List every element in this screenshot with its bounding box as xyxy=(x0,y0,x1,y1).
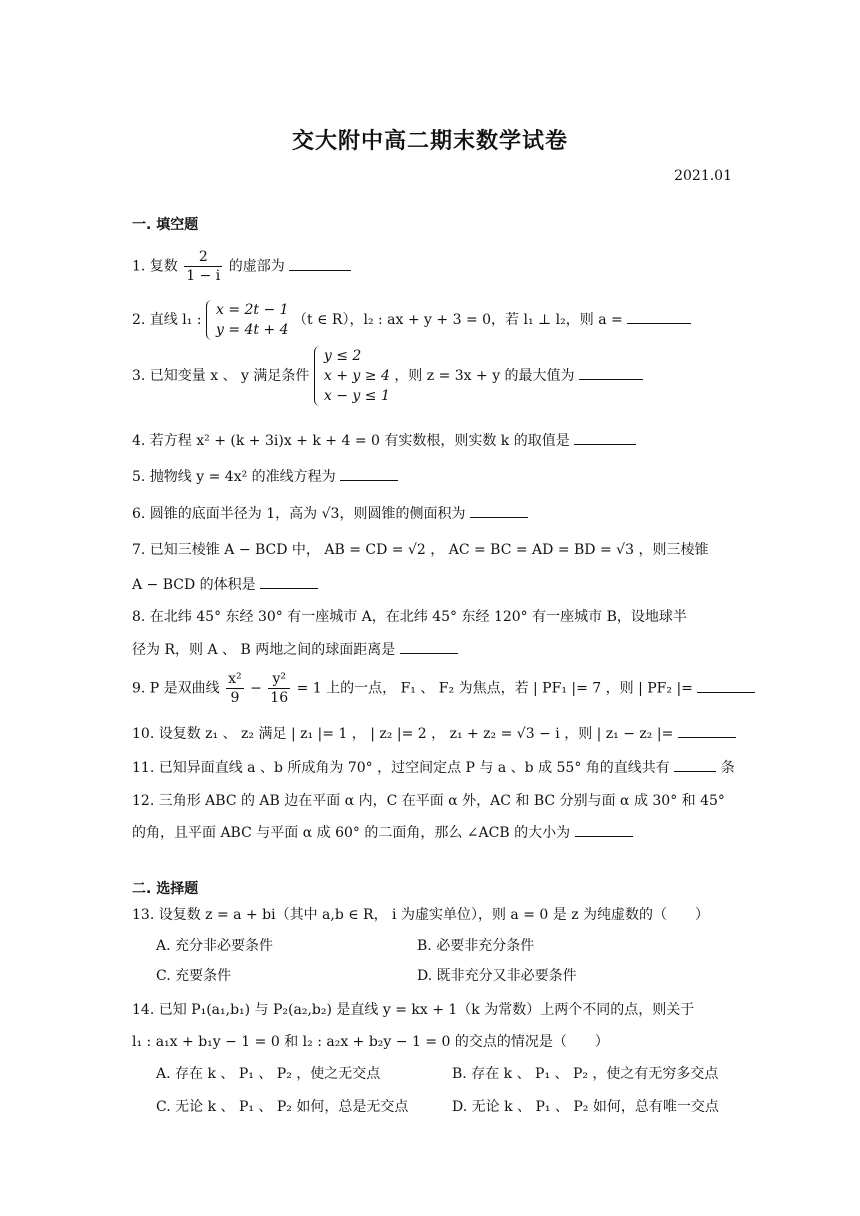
q14-option-d[interactable]: D. 无论 k 、 P₁ 、 P₂ 如何，总有唯一交点 xyxy=(452,1099,719,1115)
question-5 xyxy=(132,466,730,487)
exam-date: 2021.01 xyxy=(674,168,732,184)
q3-inequality-system xyxy=(314,346,390,406)
q11-suffix: 条 xyxy=(720,760,735,776)
answer-blank[interactable] xyxy=(260,574,318,589)
section-fill-title: 一. 填空题 xyxy=(132,217,199,233)
section-choice-title: 二. 选择题 xyxy=(132,881,199,897)
q2-equation-system xyxy=(206,300,289,340)
q3-inequality-row: x + y ≥ 4 xyxy=(323,368,390,384)
q9-denominator: 9 xyxy=(230,690,240,706)
answer-blank[interactable] xyxy=(697,678,755,693)
question-4 xyxy=(132,430,730,451)
answer-blank[interactable] xyxy=(574,430,636,445)
question-11 xyxy=(132,757,735,778)
q14-option-c[interactable]: C. 无论 k 、 P₁ 、 P₂ 如何，总是无交点 xyxy=(156,1099,409,1115)
question-8-cont xyxy=(132,639,730,660)
q14-stem-line2: l₁ : a₁x + b₁y − 1 = 0 和 l₂ : a₂x + b₂y − 1 = 0 的交点的情况是（ ） xyxy=(132,1034,609,1050)
q4-text: 4. 若方程 x² + (k + 3i)x + k + 4 = 0 有实数根，则实数 k 的取值是 xyxy=(132,433,570,449)
q9-fraction-y xyxy=(268,670,290,707)
question-7-cont xyxy=(132,574,730,595)
q14-option-a[interactable]: A. 存在 k 、 P₁ 、 P₂ ，使之无交点 xyxy=(156,1066,381,1082)
answer-blank[interactable] xyxy=(678,723,736,738)
answer-blank[interactable] xyxy=(470,503,528,518)
q2-prefix: 2. 直线 l₁ : xyxy=(132,312,202,328)
page-title: 交大附中高二期末数学试卷 xyxy=(291,129,568,154)
question-3 xyxy=(132,346,730,406)
q1-suffix: 的虚部为 xyxy=(228,258,285,275)
q13-option-b[interactable]: B. 必要非充分条件 xyxy=(417,938,535,954)
answer-blank[interactable] xyxy=(340,466,398,481)
answer-blank[interactable] xyxy=(289,256,351,271)
q8-text-line1: 8. 在北纬 45° 东经 30° 有一座城市 A，在北纬 45° 东经 120° 有一座城市 B，设地球半 xyxy=(132,609,687,625)
q2-equation-row: x = 2t − 1 xyxy=(215,302,289,318)
q9-suffix: = 1 上的一点， F₁ 、 F₂ 为焦点，若 | PF₁ |= 7 ，则 | PF₂ |= xyxy=(296,680,693,697)
question-1 xyxy=(132,248,730,285)
q13-stem: 13. 设复数 z = a + bi（其中 a,b ∈ R， i 为虚实单位），则 a = 0 是 z 为纯虚数的（ ） xyxy=(132,907,710,923)
q12-text-line1: 12. 三角形 ABC 的 AB 边在平面 α 内，C 在平面 α 外，AC 和 BC 分别与面 α 成 30° 和 45° xyxy=(132,793,725,809)
question-14-cont xyxy=(132,1032,730,1052)
q3-inequality-row: y ≤ 2 xyxy=(323,348,362,364)
question-13 xyxy=(132,905,730,925)
q13-option-a[interactable]: A. 充分非必要条件 xyxy=(156,938,274,954)
q6-text: 6. 圆锥的底面半径为 1，高为 √3，则圆锥的侧面积为 xyxy=(132,506,466,522)
q1-prefix: 1. 复数 xyxy=(132,258,178,275)
question-12 xyxy=(132,791,730,811)
question-12-cont xyxy=(132,822,730,843)
answer-blank[interactable] xyxy=(579,365,643,380)
answer-blank[interactable] xyxy=(674,757,716,772)
q2-suffix: （t ∈ R），l₂ : ax + y + 3 = 0，若 l₁ ⊥ l₂，则 a = xyxy=(293,312,623,328)
q12-text-line2: 的角，且平面 ABC 与平面 α 成 60° 的二面角，那么 ∠ACB 的大小为 xyxy=(132,825,571,841)
question-10 xyxy=(132,723,730,744)
question-9 xyxy=(132,670,730,707)
question-8 xyxy=(132,607,730,627)
q2-equation-row: y = 4t + 4 xyxy=(215,322,289,338)
question-2 xyxy=(132,300,730,340)
brace-icon xyxy=(314,346,323,406)
q9-prefix: 9. P 是双曲线 xyxy=(132,680,220,697)
q1-denominator: 1 − i xyxy=(186,268,221,284)
q9-fraction-x xyxy=(226,670,244,707)
q3-inequality-row: x − y ≤ 1 xyxy=(323,388,390,404)
question-14 xyxy=(132,1000,730,1020)
answer-blank[interactable] xyxy=(627,309,691,324)
answer-blank[interactable] xyxy=(575,822,633,837)
q1-numerator: 2 xyxy=(184,248,222,267)
q14-option-b[interactable]: B. 存在 k 、 P₁ 、 P₂ ，使之有无穷多交点 xyxy=(452,1066,719,1082)
answer-blank[interactable] xyxy=(400,639,458,654)
q5-text: 5. 抛物线 y = 4x² 的准线方程为 xyxy=(132,469,336,485)
q9-minus: − xyxy=(250,680,262,697)
q9-denominator: 16 xyxy=(270,690,289,706)
brace-icon xyxy=(206,300,215,340)
q10-text: 10. 设复数 z₁ 、 z₂ 满足 | z₁ |= 1 ， | z₂ |= 2 ， z₁ + z₂ = √3 − i ，则 | z₁ − z₂ |= xyxy=(132,726,674,742)
q3-suffix: ，则 z = 3x + y 的最大值为 xyxy=(394,368,575,384)
q13-option-d[interactable]: D. 既非充分又非必要条件 xyxy=(417,968,577,984)
q7-text-line1: 7. 已知三棱锥 A − BCD 中， AB = CD = √2 ， AC = BC = AD = BD = √3 ，则三棱锥 xyxy=(132,542,709,558)
q8-text-line2: 径为 R，则 A 、 B 两地之间的球面距离是 xyxy=(132,642,396,658)
q9-numerator: y² xyxy=(268,670,290,689)
q3-prefix: 3. 已知变量 x 、 y 满足条件 xyxy=(132,368,310,384)
q14-stem-line1: 14. 已知 P₁(a₁,b₁) 与 P₂(a₂,b₂) 是直线 y = kx + 1（k 为常数）上两个不同的点，则关于 xyxy=(132,1002,695,1018)
question-7 xyxy=(132,540,730,560)
q7-text-line2: A − BCD 的体积是 xyxy=(132,577,256,593)
q9-numerator: x² xyxy=(228,671,242,687)
q11-prefix: 11. 已知异面直线 a 、b 所成角为 70° ，过空间定点 P 与 a 、b 成 55° 角的直线共有 xyxy=(132,760,670,776)
q13-option-c[interactable]: C. 充要条件 xyxy=(156,968,232,984)
q1-fraction xyxy=(184,248,222,285)
question-6 xyxy=(132,503,730,524)
